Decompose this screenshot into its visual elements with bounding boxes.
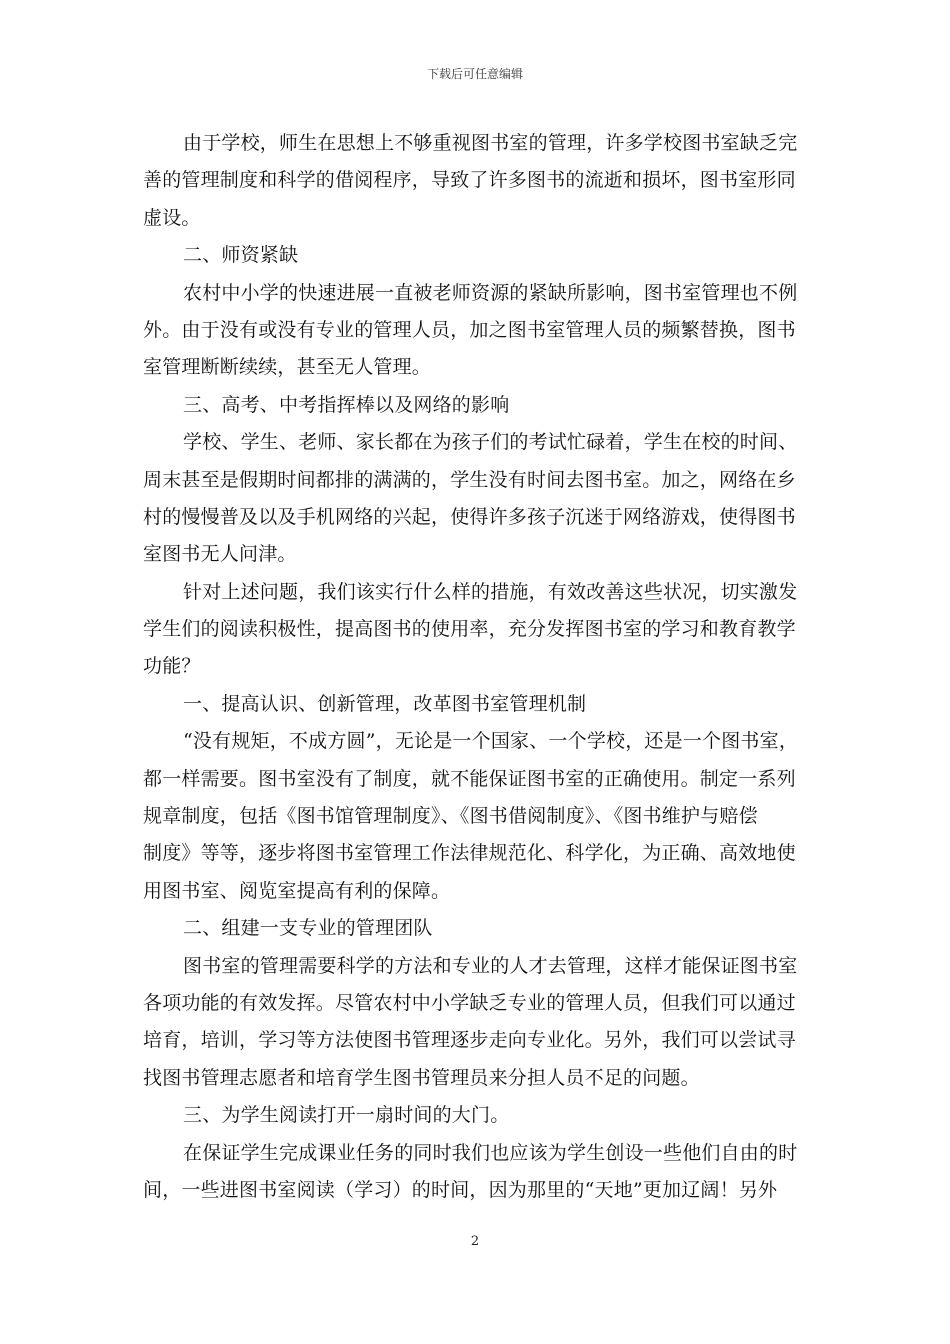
text-line: 针对上述问题，我们该实行什么样的措施，有效改善这些状况，切实激发 bbox=[183, 580, 798, 603]
text-line: 图书室的管理需要科学的方法和专业的人才去管理，这样才能保证图书室 bbox=[183, 954, 798, 977]
text-line: 培育，培训，学习等方法使图书管理逐步走向专业化。另外，我们可以尝试寻 bbox=[143, 1029, 796, 1052]
text-line: 农村中小学的快速进展一直被老师资源的紧缺所影响，图书室管理也不例 bbox=[183, 281, 798, 304]
section-heading: 二、组建一支专业的管理团队 bbox=[183, 917, 433, 940]
text-line: 制度》等等，逐步将图书室管理工作法律规范化、科学化，为正确、高效地使 bbox=[143, 842, 796, 865]
text-line: 都一样需要。图书室没有了制度，就不能保证图书室的正确使用。制定一系列 bbox=[143, 767, 796, 790]
page-header: 下载后可任意编辑 bbox=[426, 67, 523, 81]
text-line: 各项功能的有效发挥。尽管农村中小学缺乏专业的管理人员，但我们可以通过 bbox=[143, 991, 796, 1014]
text-line: 功能？ bbox=[143, 655, 201, 678]
text-line: 用图书室、阅览室提高有利的保障。 bbox=[143, 879, 451, 902]
text-line: 善的管理制度和科学的借阅程序，导致了许多图书的流逝和损坏，图书室形同 bbox=[143, 169, 796, 192]
section-heading: 一、提高认识、创新管理，改革图书室管理机制 bbox=[183, 692, 587, 715]
text-line: 外。由于没有或没有专业的管理人员，加之图书室管理人员的频繁替换，图书 bbox=[143, 318, 796, 341]
section-heading: 三、为学生阅读打开一扇时间的大门。 bbox=[183, 1104, 510, 1127]
text-line: 规章制度，包括《图书馆管理制度》、《图书借阅制度》、《图书维护与赔偿 bbox=[143, 805, 758, 828]
section-heading: 三、高考、中考指挥棒以及网络的影响 bbox=[183, 393, 510, 416]
text-line: 间，一些进图书室阅读（学习）的时间，因为那里的“天地”更加辽阔！另外 bbox=[143, 1178, 778, 1201]
text-line: 在保证学生完成课业任务的同时我们也应该为学生创设一些他们自由的时 bbox=[183, 1141, 798, 1164]
text-line: 周末甚至是假期时间都排的满满的，学生没有时间去图书室。加之，网络在乡 bbox=[143, 468, 796, 491]
text-line: 找图书管理志愿者和培育学生图书管理员来分担人员不足的问题。 bbox=[143, 1066, 700, 1089]
text-line: 村的慢慢普及以及手机网络的兴起，使得许多孩子沉迷于网络游戏，使得图书 bbox=[143, 505, 796, 528]
document-body bbox=[143, 125, 818, 1209]
text-line: 室图书无人问津。 bbox=[143, 543, 297, 566]
text-line: 虚设。 bbox=[143, 206, 201, 229]
text-line: 学校、学生、老师、家长都在为孩子们的考试忙碌着，学生在校的时间、 bbox=[183, 431, 798, 454]
page-number: 2 bbox=[470, 1234, 480, 1249]
text-line: 学生们的阅读积极性，提高图书的使用率，充分发挥图书室的学习和教育教学 bbox=[143, 618, 796, 641]
text-line: 由于学校，师生在思想上不够重视图书室的管理，许多学校图书室缺乏完 bbox=[183, 132, 798, 154]
text-line: 室管理断断续续，甚至无人管理。 bbox=[143, 356, 432, 379]
section-heading: 二、师资紧缺 bbox=[183, 244, 299, 267]
text-line: “没有规矩，不成方圆”，无论是一个国家、一个学校，还是一个图书室， bbox=[183, 730, 799, 753]
